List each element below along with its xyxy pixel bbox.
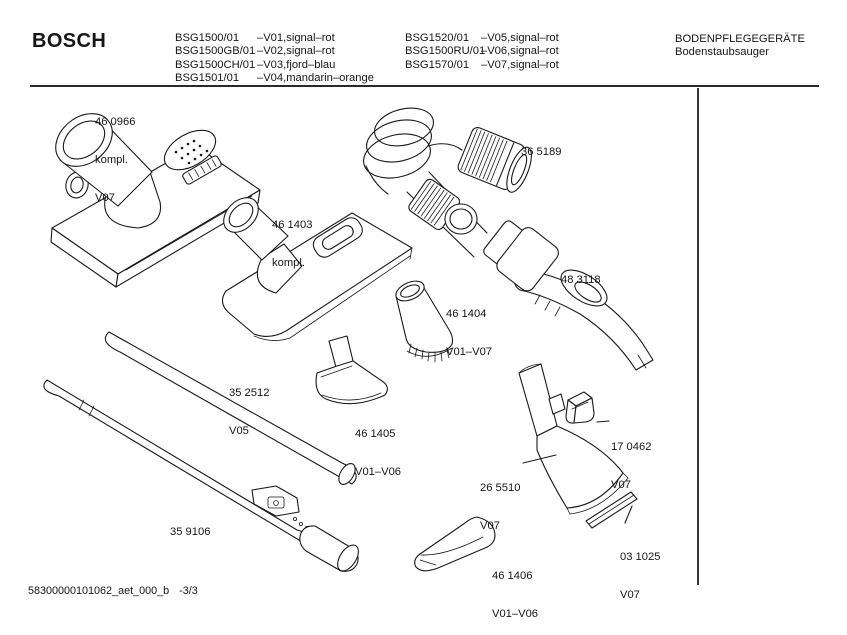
model-code: BSG1500RU/01 xyxy=(405,45,486,58)
category-title: BODENPFLEGEGERÄTE xyxy=(675,33,805,45)
upholstery-nozzle-drawing xyxy=(316,336,387,404)
part-variants: V07 xyxy=(620,588,640,601)
model-variant: –V06,signal–rot xyxy=(481,45,559,58)
part-variants: V01–V06 xyxy=(492,607,539,620)
footer xyxy=(28,585,198,597)
model-code: BSG1500CH/01 xyxy=(175,58,256,71)
model-code: BSG1500GB/01 xyxy=(175,45,256,58)
part-number: 46 1406 xyxy=(492,570,533,583)
part-number: 35 9106 xyxy=(170,526,211,539)
part-number: 26 5510 xyxy=(480,482,521,495)
model-code: BSG1570/01 xyxy=(405,58,470,71)
part-label-35-9106 xyxy=(170,501,210,564)
part-variants: V07 xyxy=(480,519,500,532)
part-variants: V01–V07 xyxy=(446,345,493,358)
part-number: 48 3118 xyxy=(561,274,601,287)
floor-nozzle-drawing xyxy=(217,191,412,341)
part-variants: V07 xyxy=(611,478,631,491)
leader-line-17-0462 xyxy=(597,421,609,422)
part-number: 46 1404 xyxy=(446,308,487,321)
category-subtitle: Bodenstaubsauger xyxy=(675,46,769,59)
part-variants: V07 xyxy=(95,191,115,204)
model-variant: –V04,mandarin–orange xyxy=(257,72,374,85)
part-number: 03 1025 xyxy=(620,551,661,564)
part-label-46-0966 xyxy=(95,91,135,230)
model-code: BSG1501/01 xyxy=(175,72,240,85)
part-label-26-5510 xyxy=(480,457,520,558)
part-number: 17 0462 xyxy=(611,441,652,454)
bosch-logo: BOSCH xyxy=(32,30,107,52)
part-label-46-1404 xyxy=(446,283,492,384)
part-label-48-3118 xyxy=(561,249,601,312)
floor-nozzle-complete-drawing xyxy=(45,103,260,287)
part-label-46-1403 xyxy=(272,194,312,295)
model-variant: –V01,signal–rot xyxy=(257,32,335,44)
document-number: 58300000101062_aet_000_b xyxy=(28,585,170,597)
model-code: BSG1520/01 xyxy=(405,32,470,44)
part-label-17-0462 xyxy=(611,416,651,517)
part-number: 46 1405 xyxy=(355,428,396,441)
part-qualifier: kompl. xyxy=(95,153,128,166)
part-label-36-5189 xyxy=(521,121,561,184)
model-variant: –V03,fjord–blau xyxy=(257,58,336,71)
model-variant: –V05,signal–rot xyxy=(481,32,559,44)
part-label-03-1025 xyxy=(620,526,660,627)
dusting-brush-drawing xyxy=(393,277,453,362)
part-number: 46 1403 xyxy=(272,219,313,232)
part-label-46-1406 xyxy=(492,545,538,635)
model-code: BSG1500/01 xyxy=(175,32,240,44)
part-label-46-1405 xyxy=(355,403,401,504)
part-number: 36 5189 xyxy=(521,146,562,159)
part-number: 46 0966 xyxy=(95,116,136,129)
model-variant: –V02,signal–rot xyxy=(257,45,335,58)
part-variants: V05 xyxy=(229,424,249,437)
part-label-35-2512 xyxy=(229,362,269,463)
model-variant: –V07,signal–rot xyxy=(481,58,559,71)
page-indicator: -3/3 xyxy=(179,585,198,597)
part-qualifier: kompl. xyxy=(272,256,305,269)
part-variants: V01–V06 xyxy=(355,465,402,478)
clip-drawing xyxy=(566,392,609,423)
part-number: 35 2512 xyxy=(229,387,270,400)
